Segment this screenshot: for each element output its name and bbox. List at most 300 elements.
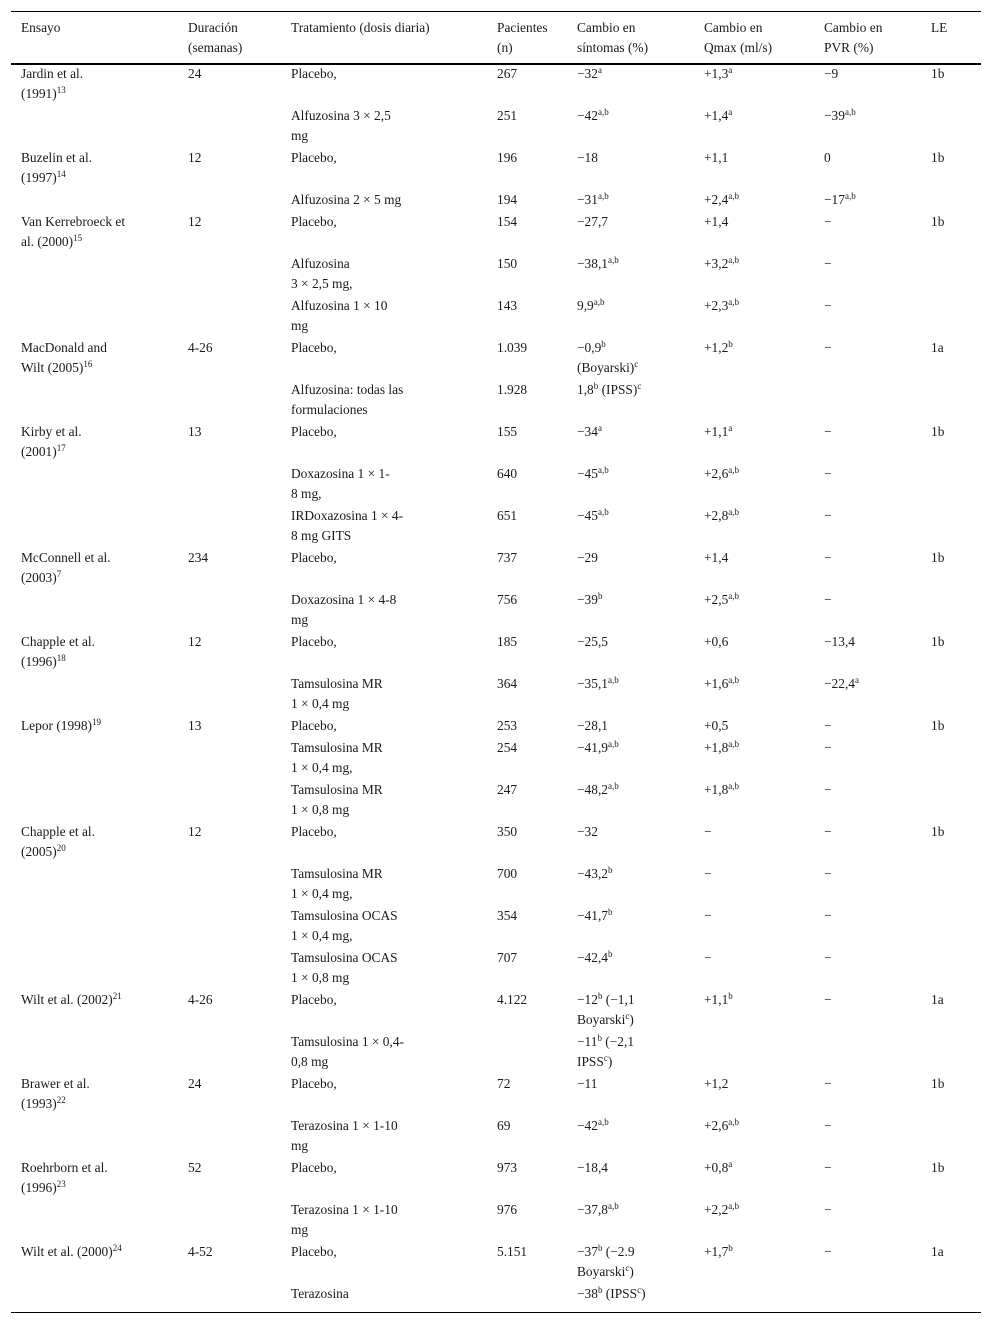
- reference-number: 14: [56, 169, 66, 179]
- treatment-cell: Placebo,: [291, 340, 337, 355]
- qmax-value: +1,3: [704, 66, 729, 81]
- qmax-change-cell: [704, 590, 739, 610]
- symptom-value: −42: [577, 108, 598, 123]
- patients-cell: 247: [497, 782, 518, 797]
- symptom-change-cell: [577, 548, 598, 568]
- reference-number: 19: [92, 717, 102, 727]
- qmax-value: +2,2: [704, 1202, 729, 1217]
- trial-name: [21, 1242, 122, 1262]
- symptom-detail: (−2.9: [602, 1244, 635, 1259]
- alpha-blocker-trials-table: [11, 11, 981, 1313]
- symptom-change-cell: [577, 948, 613, 968]
- qmax-value: +1,4: [704, 550, 729, 565]
- trial-evidence-level: 1b: [931, 550, 945, 565]
- symptom-value: −32: [577, 66, 598, 81]
- symptom-change-cell: [577, 464, 609, 484]
- pvr-change-cell: [824, 1242, 832, 1262]
- pvr-value: −: [824, 1202, 832, 1217]
- symptom-value: −35,1: [577, 676, 608, 691]
- pvr-value: −: [824, 1118, 832, 1133]
- qmax-footnote: a,b: [728, 465, 740, 475]
- symptom-footnote: a,b: [593, 297, 605, 307]
- patients-cell: 1.039: [497, 340, 528, 355]
- symptom-value: −39: [577, 592, 598, 607]
- symptom-value: −45: [577, 466, 598, 481]
- symptom-footnote: b: [608, 949, 613, 959]
- qmax-footnote: a,b: [728, 739, 740, 749]
- pvr-change-cell: [824, 632, 855, 652]
- header-sintomas: Cambio en síntomas (%): [577, 20, 649, 55]
- pvr-change-cell: [824, 254, 832, 274]
- symptom-scale-footnote: c: [603, 1053, 608, 1063]
- pvr-change-cell: [824, 906, 832, 926]
- symptom-footnote: b: [601, 339, 606, 349]
- pvr-value: −22,4: [824, 676, 855, 691]
- qmax-change-cell: [704, 716, 728, 736]
- symptom-change-cell: [577, 632, 608, 652]
- symptom-change-cell: [577, 106, 609, 126]
- pvr-change-cell: [824, 1116, 832, 1136]
- symptom-value: −27,7: [577, 214, 608, 229]
- symptom-scale: (Boyarski): [577, 360, 635, 375]
- treatment-cell: Alfuzosina 3 × 2,5 mg: [291, 108, 391, 143]
- pvr-change-cell: [824, 780, 832, 800]
- symptom-change-cell: [577, 1032, 634, 1072]
- qmax-footnote: a: [728, 65, 733, 75]
- pvr-change-cell: [824, 590, 832, 610]
- trial-name: [21, 822, 95, 862]
- reference-number: 15: [73, 233, 83, 243]
- symptom-scale: Boyarski: [577, 1012, 626, 1027]
- patients-cell: 350: [497, 824, 518, 839]
- symptom-value: −11: [577, 1034, 598, 1049]
- qmax-footnote: a,b: [728, 191, 740, 201]
- qmax-value: +2,6: [704, 1118, 729, 1133]
- qmax-change-cell: [704, 190, 739, 210]
- patients-cell: 1.928: [497, 382, 528, 397]
- pvr-change-cell: [824, 106, 856, 126]
- patients-cell: 5.151: [497, 1244, 528, 1259]
- qmax-change-cell: [704, 64, 732, 84]
- symptom-footnote: b: [597, 1243, 603, 1253]
- pvr-value: −: [824, 718, 832, 733]
- qmax-change-cell: [704, 464, 739, 484]
- symptom-change-cell: [577, 1284, 646, 1304]
- patients-cell: 4.122: [497, 992, 528, 1007]
- trial-citation: Chapple et al. (2005): [21, 824, 95, 859]
- patients-cell: 976: [497, 1202, 518, 1217]
- trial-evidence-level: 1b: [931, 1160, 945, 1175]
- qmax-value: +1,2: [704, 1076, 729, 1091]
- patients-cell: 651: [497, 508, 518, 523]
- qmax-value: −: [704, 908, 712, 923]
- qmax-footnote: a,b: [728, 1201, 740, 1211]
- patients-cell: 267: [497, 66, 518, 81]
- patients-cell: 185: [497, 634, 518, 649]
- qmax-footnote: a,b: [728, 507, 740, 517]
- symptom-footnote: a,b: [608, 781, 619, 791]
- patients-cell: 154: [497, 214, 518, 229]
- treatment-cell: Terazosina 1 × 1-10 mg: [291, 1202, 398, 1237]
- treatment-cell: Tamsulosina MR 1 × 0,4 mg,: [291, 740, 383, 775]
- symptom-scale-close: ): [607, 1054, 613, 1069]
- symptom-value: −32: [577, 824, 598, 839]
- pvr-value: −: [824, 214, 832, 229]
- pvr-value: −: [824, 1160, 832, 1175]
- symptom-footnote: a,b: [608, 255, 619, 265]
- trial-name: [21, 548, 111, 588]
- header-qmax: Cambio en Qmax (ml/s): [704, 20, 773, 55]
- qmax-value: +0,8: [704, 1160, 729, 1175]
- qmax-change-cell: [704, 1158, 732, 1178]
- treatment-cell: Tamsulosina 1 × 0,4- 0,8 mg: [291, 1034, 404, 1069]
- qmax-change-cell: [704, 780, 739, 800]
- qmax-footnote: a,b: [728, 297, 740, 307]
- symptom-detail: (−1,1: [602, 992, 635, 1007]
- treatment-cell: Placebo,: [291, 424, 337, 439]
- trial-duration: 4-52: [188, 1244, 213, 1259]
- treatment-cell: Tamsulosina OCAS 1 × 0,4 mg,: [291, 908, 398, 943]
- trial-citation: Wilt et al. (2002): [21, 992, 113, 1007]
- reference-number: 20: [56, 843, 66, 853]
- qmax-value: +1,8: [704, 740, 729, 755]
- header-ensayo: Ensayo: [21, 20, 61, 35]
- trial-duration: 4-26: [188, 340, 213, 355]
- patients-cell: 143: [497, 298, 518, 313]
- pvr-change-cell: [824, 212, 832, 232]
- pvr-value: −9: [824, 66, 839, 81]
- pvr-change-cell: [824, 64, 838, 84]
- reference-number: 21: [112, 991, 122, 1001]
- symptom-value: −42,4: [577, 950, 608, 965]
- qmax-value: +1,6: [704, 676, 729, 691]
- pvr-change-cell: [824, 990, 832, 1010]
- trial-duration: 52: [188, 1160, 202, 1175]
- pvr-footnote: a,b: [844, 191, 856, 201]
- symptom-footnote: a,b: [597, 191, 609, 201]
- symptom-value: −37: [577, 1244, 598, 1259]
- symptom-footnote: a,b: [597, 1117, 609, 1127]
- trial-citation: Buzelin et al. (1997): [21, 150, 93, 185]
- patients-cell: 973: [497, 1160, 518, 1175]
- symptom-footnote: b: [608, 865, 613, 875]
- symptom-change-cell: [577, 864, 613, 884]
- symptom-change-cell: [577, 1116, 609, 1136]
- symptom-value: 1,8: [577, 382, 594, 397]
- trial-citation: Roehrborn et al. (1996): [21, 1160, 108, 1195]
- trial-name: [21, 1158, 108, 1198]
- qmax-change-cell: [704, 674, 739, 694]
- pvr-value: −: [824, 508, 832, 523]
- qmax-change-cell: [704, 1116, 739, 1136]
- pvr-value: −17: [824, 192, 845, 207]
- patients-cell: 251: [497, 108, 518, 123]
- symptom-scale-close: ): [629, 1264, 634, 1279]
- symptom-value: −0,9: [577, 340, 602, 355]
- symptom-change-cell: [577, 674, 619, 694]
- symptom-change-cell: [577, 148, 598, 168]
- symptom-change-cell: [577, 64, 602, 84]
- pvr-value: −: [824, 466, 832, 481]
- qmax-change-cell: [704, 148, 728, 168]
- symptom-value: −28,1: [577, 718, 608, 733]
- pvr-footnote: a: [855, 675, 859, 685]
- symptom-scale-footnote: c: [634, 359, 639, 369]
- treatment-cell: Alfuzosina 3 × 2,5 mg,: [291, 256, 353, 291]
- pvr-change-cell: [824, 674, 859, 694]
- symptom-change-cell: [577, 906, 613, 926]
- treatment-cell: Tamsulosina MR 1 × 0,8 mg: [291, 782, 383, 817]
- patients-cell: 640: [497, 466, 518, 481]
- symptom-value: −12: [577, 992, 598, 1007]
- trial-duration: 24: [188, 1076, 202, 1091]
- trial-evidence-level: 1b: [931, 424, 945, 439]
- qmax-value: +1,2: [704, 340, 729, 355]
- trial-evidence-level: 1a: [931, 1244, 944, 1259]
- symptom-footnote: a,b: [597, 107, 609, 117]
- qmax-change-cell: [704, 338, 733, 358]
- trial-name: [21, 422, 82, 462]
- trial-citation: Brawer et al. (1993): [21, 1076, 90, 1111]
- patients-cell: 707: [497, 950, 518, 965]
- trial-citation: Chapple et al. (1996): [21, 634, 95, 669]
- symptom-change-cell: [577, 990, 635, 1030]
- treatment-cell: Placebo,: [291, 824, 337, 839]
- symptom-change-cell: [577, 212, 608, 232]
- qmax-value: +2,3: [704, 298, 729, 313]
- pvr-value: −: [824, 950, 832, 965]
- symptom-change-cell: [577, 1158, 608, 1178]
- patients-cell: 150: [497, 256, 518, 271]
- pvr-change-cell: [824, 822, 832, 842]
- treatment-cell: Placebo,: [291, 1244, 337, 1259]
- symptom-value: −48,2: [577, 782, 608, 797]
- trial-evidence-level: 1b: [931, 634, 945, 649]
- header-duracion: Duración (semanas): [188, 20, 243, 55]
- pvr-change-cell: [824, 716, 832, 736]
- qmax-value: +1,1: [704, 150, 729, 165]
- qmax-value: −: [704, 824, 712, 839]
- pvr-change-cell: [824, 1074, 832, 1094]
- qmax-change-cell: [704, 212, 728, 232]
- trial-name: [21, 148, 92, 188]
- symptom-scale: IPSS: [577, 1054, 604, 1069]
- qmax-footnote: a,b: [728, 591, 740, 601]
- qmax-footnote: a,b: [728, 781, 740, 791]
- qmax-value: +1,8: [704, 782, 729, 797]
- treatment-cell: Placebo,: [291, 550, 337, 565]
- qmax-value: +2,6: [704, 466, 729, 481]
- trial-citation: MacDonald and Wilt (2005): [21, 340, 107, 375]
- trial-citation: Kirby et al. (2001): [21, 424, 82, 459]
- treatment-cell: Terazosina 1 × 1-10 mg: [291, 1118, 398, 1153]
- symptom-change-cell: [577, 254, 619, 274]
- qmax-change-cell: [704, 296, 739, 316]
- qmax-value: +1,1: [704, 424, 729, 439]
- reference-number: 17: [56, 443, 66, 453]
- patients-cell: 700: [497, 866, 518, 881]
- pvr-value: −: [824, 550, 832, 565]
- pvr-value: −: [824, 1244, 832, 1259]
- patients-cell: 354: [497, 908, 518, 923]
- pvr-value: −13,4: [824, 634, 855, 649]
- pvr-change-cell: [824, 296, 832, 316]
- trial-evidence-level: 1b: [931, 150, 945, 165]
- pvr-change-cell: [824, 190, 856, 210]
- pvr-value: −: [824, 782, 832, 797]
- reference-number: 7: [56, 569, 62, 579]
- symptom-value: −29: [577, 550, 598, 565]
- reference-number: 16: [83, 359, 93, 369]
- qmax-value: +3,2: [704, 256, 729, 271]
- symptom-value: −45: [577, 508, 598, 523]
- pvr-value: −: [824, 340, 832, 355]
- symptom-change-cell: [577, 1242, 635, 1282]
- patients-cell: 737: [497, 550, 518, 565]
- treatment-cell: Doxazosina 1 × 4-8 mg: [291, 592, 397, 627]
- trial-name: [21, 212, 125, 252]
- trial-duration: 4-26: [188, 992, 213, 1007]
- patients-cell: 194: [497, 192, 518, 207]
- pvr-change-cell: [824, 548, 832, 568]
- qmax-value: +1,7: [704, 1244, 729, 1259]
- qmax-value: +0,5: [704, 718, 729, 733]
- qmax-footnote: b: [728, 991, 733, 1001]
- symptom-change-cell: [577, 1200, 619, 1220]
- trial-evidence-level: 1a: [931, 340, 944, 355]
- pvr-change-cell: [824, 738, 832, 758]
- header-pacientes: Pacientes (n): [497, 20, 548, 55]
- pvr-value: 0: [824, 150, 831, 165]
- treatment-cell: Placebo,: [291, 150, 337, 165]
- treatment-cell: Tamsulosina MR 1 × 0,4 mg,: [291, 866, 383, 901]
- table-header-row: [11, 12, 981, 65]
- pvr-change-cell: [824, 148, 831, 168]
- symptom-footnote: a: [597, 423, 602, 433]
- symptom-detail: (IPSS: [602, 1286, 638, 1301]
- trial-name: [21, 632, 95, 672]
- qmax-value: +0,6: [704, 634, 729, 649]
- qmax-change-cell: [704, 506, 739, 526]
- symptom-value: −41,9: [577, 740, 608, 755]
- pvr-change-cell: [824, 864, 832, 884]
- treatment-cell: IRDoxazosina 1 × 4- 8 mg GITS: [291, 508, 404, 543]
- qmax-change-cell: [704, 548, 728, 568]
- symptom-scale-footnote: c: [625, 1011, 630, 1021]
- symptom-value: −31: [577, 192, 598, 207]
- treatment-cell: Tamsulosina OCAS 1 × 0,8 mg: [291, 950, 398, 985]
- trial-name: [21, 990, 122, 1010]
- pvr-change-cell: [824, 948, 832, 968]
- treatment-cell: Placebo,: [291, 66, 337, 81]
- symptom-value: 9,9: [577, 298, 594, 313]
- qmax-value: +2,8: [704, 508, 729, 523]
- qmax-footnote: b: [728, 339, 733, 349]
- treatment-cell: Alfuzosina 1 × 10 mg: [291, 298, 388, 333]
- treatment-cell: Placebo,: [291, 718, 337, 733]
- patients-cell: 69: [497, 1118, 511, 1133]
- qmax-change-cell: [704, 1074, 728, 1094]
- symptom-value: −43,2: [577, 866, 608, 881]
- symptom-footnote: b: [597, 1033, 602, 1043]
- qmax-change-cell: [704, 948, 712, 968]
- symptom-change-cell: [577, 780, 619, 800]
- trial-duration: 24: [188, 66, 202, 81]
- treatment-cell: Placebo,: [291, 1076, 337, 1091]
- reference-number: 24: [112, 1243, 122, 1253]
- treatment-cell: Doxazosina 1 × 1- 8 mg,: [291, 466, 390, 501]
- symptom-value: −38,1: [577, 256, 608, 271]
- qmax-footnote: a: [728, 1159, 733, 1169]
- pvr-change-cell: [824, 1200, 832, 1220]
- qmax-change-cell: [704, 1200, 739, 1220]
- symptom-footnote: a,b: [608, 675, 619, 685]
- pvr-value: −: [824, 298, 832, 313]
- symptom-value: −41,7: [577, 908, 608, 923]
- qmax-value: +1,4: [704, 108, 729, 123]
- qmax-footnote: a,b: [728, 255, 740, 265]
- trial-duration: 13: [188, 424, 202, 439]
- symptom-change-cell: [577, 380, 641, 400]
- symptom-footnote: b: [608, 907, 613, 917]
- pvr-value: −: [824, 424, 832, 439]
- pvr-value: −: [824, 256, 832, 271]
- symptom-value: −37,8: [577, 1202, 608, 1217]
- symptom-scale: Boyarski: [577, 1264, 626, 1279]
- trial-duration: 13: [188, 718, 202, 733]
- symptom-change-cell: [577, 590, 602, 610]
- qmax-change-cell: [704, 738, 739, 758]
- qmax-change-cell: [704, 1242, 733, 1262]
- trial-duration: 12: [188, 634, 202, 649]
- symptom-footnote: b: [593, 381, 599, 391]
- trial-evidence-level: 1a: [931, 992, 944, 1007]
- qmax-change-cell: [704, 632, 728, 652]
- pvr-value: −: [824, 866, 832, 881]
- symptom-footnote: a,b: [597, 465, 609, 475]
- symptom-value: −34: [577, 424, 598, 439]
- qmax-change-cell: [704, 822, 712, 842]
- qmax-value: −: [704, 950, 712, 965]
- symptom-value: −38: [577, 1286, 598, 1301]
- qmax-change-cell: [704, 990, 733, 1010]
- treatment-cell: Tamsulosina MR 1 × 0,4 mg: [291, 676, 383, 711]
- symptom-footnote: a,b: [597, 507, 609, 517]
- pvr-change-cell: [824, 338, 832, 358]
- symptom-value: −18: [577, 150, 598, 165]
- trial-name: [21, 1074, 90, 1114]
- trial-name: [21, 338, 107, 378]
- qmax-footnote: b: [728, 1243, 733, 1253]
- header-tratamiento: Tratamiento (dosis diaria): [291, 20, 430, 35]
- pvr-change-cell: [824, 422, 832, 442]
- patients-cell: 254: [497, 740, 518, 755]
- reference-number: 18: [56, 653, 66, 663]
- reference-number: 23: [56, 1179, 66, 1189]
- pvr-value: −: [824, 740, 832, 755]
- symptom-scale-close: ): [629, 1012, 634, 1027]
- qmax-value: −: [704, 866, 712, 881]
- qmax-change-cell: [704, 254, 739, 274]
- symptom-change-cell: [577, 506, 609, 526]
- trial-duration: 12: [188, 150, 202, 165]
- symptom-detail-close: ): [641, 1286, 646, 1301]
- symptom-change-cell: [577, 296, 605, 316]
- symptom-value: −25,5: [577, 634, 608, 649]
- symptom-change-cell: [577, 738, 619, 758]
- trial-duration: 12: [188, 824, 202, 839]
- symptom-detail-footnote: c: [637, 381, 642, 391]
